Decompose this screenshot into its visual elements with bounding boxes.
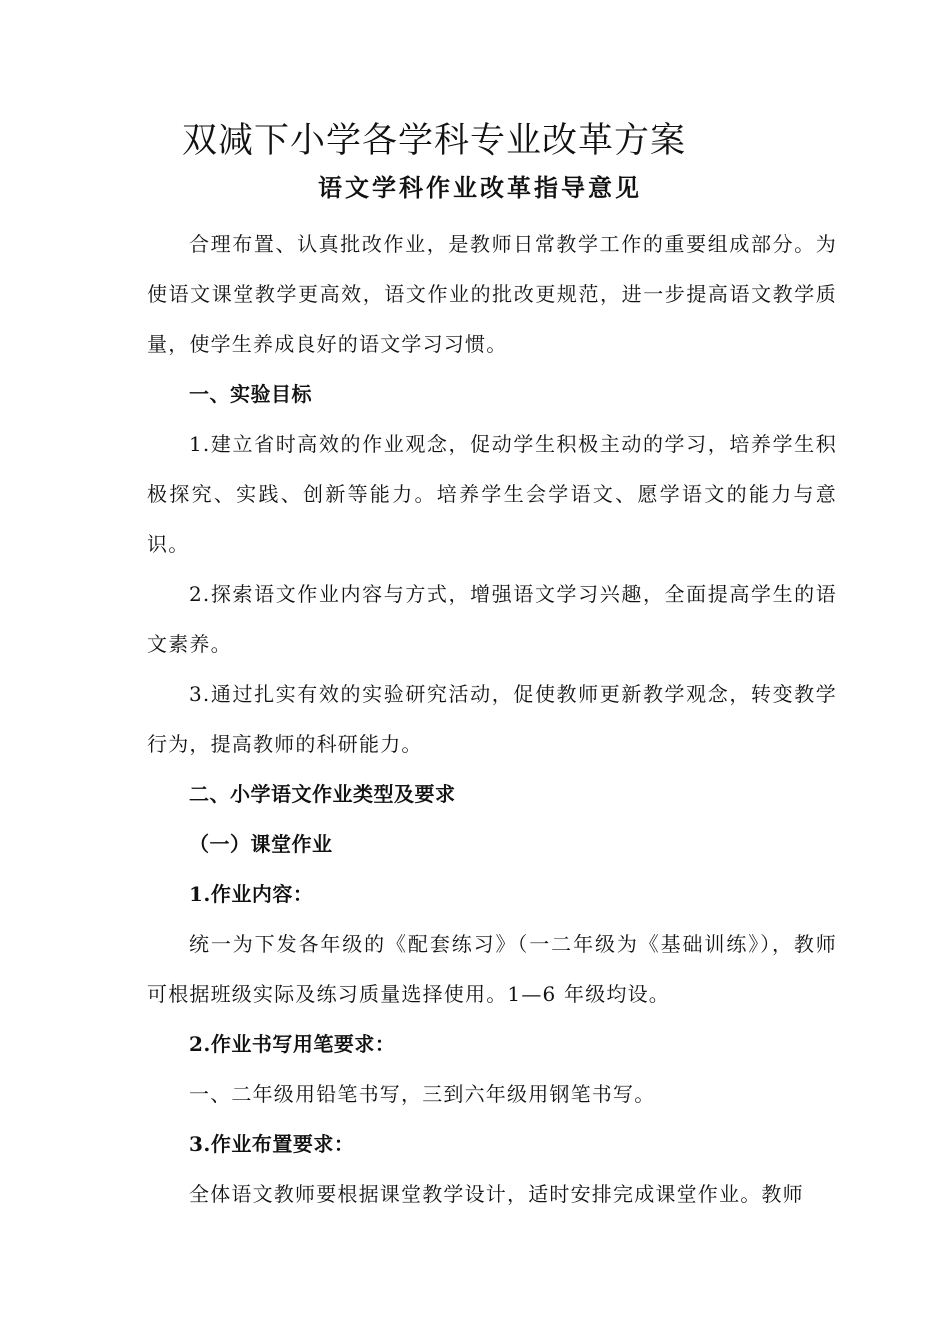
goal-item-2: 2.探索语文作业内容与方式，增强语文学习兴趣，全面提高学生的语文素养。 — [147, 582, 837, 656]
intro-paragraph: 合理布置、认真批改作业，是教师日常教学工作的重要组成部分。为使语文课堂教学更高效，语文作业的批改更规范，进一步提高语文教学质量，使学生养成良好的语文学习习惯。 — [147, 232, 837, 356]
item-label-assignment: 3.作业布置要求： — [189, 1132, 355, 1156]
item-text-pen: 一、二年级用铅笔书写，三到六年级用钢笔书写。 — [189, 1082, 656, 1106]
document-body — [147, 219, 837, 1219]
section-heading-homework-types: 二、小学语文作业类型及要求 — [189, 782, 456, 806]
item-text-assignment: 全体语文教师要根据课堂教学设计，适时安排完成课堂作业。教师 — [189, 1182, 804, 1206]
section-heading-goals: 一、实验目标 — [189, 382, 312, 406]
goal-item-3: 3.通过扎实有效的实验研究活动，促使教师更新教学观念，转变教学行为，提高教师的科研能力。 — [147, 682, 837, 756]
item-label-pen: 2.作业书写用笔要求： — [189, 1032, 396, 1056]
goal-item-1: 1.建立省时高效的作业观念，促动学生积极主动的学习，培养学生积极探究、实践、创新等能力。培养学生会学语文、愿学语文的能力与意识。 — [147, 432, 837, 556]
document-title: 双减下小学各学科专业改革方案 — [182, 121, 687, 161]
item-text-content: 统一为下发各年级的《配套练习》（一二年级为《基础训练》），教师可根据班级实际及练习质量选择使用。1—6 年级均设。 — [147, 932, 837, 1006]
subsection-heading-classwork: （一）课堂作业 — [189, 832, 333, 856]
item-label-content: 1.作业内容： — [189, 882, 314, 906]
document-subtitle: 语文学科作业改革指导意见 — [318, 173, 642, 202]
